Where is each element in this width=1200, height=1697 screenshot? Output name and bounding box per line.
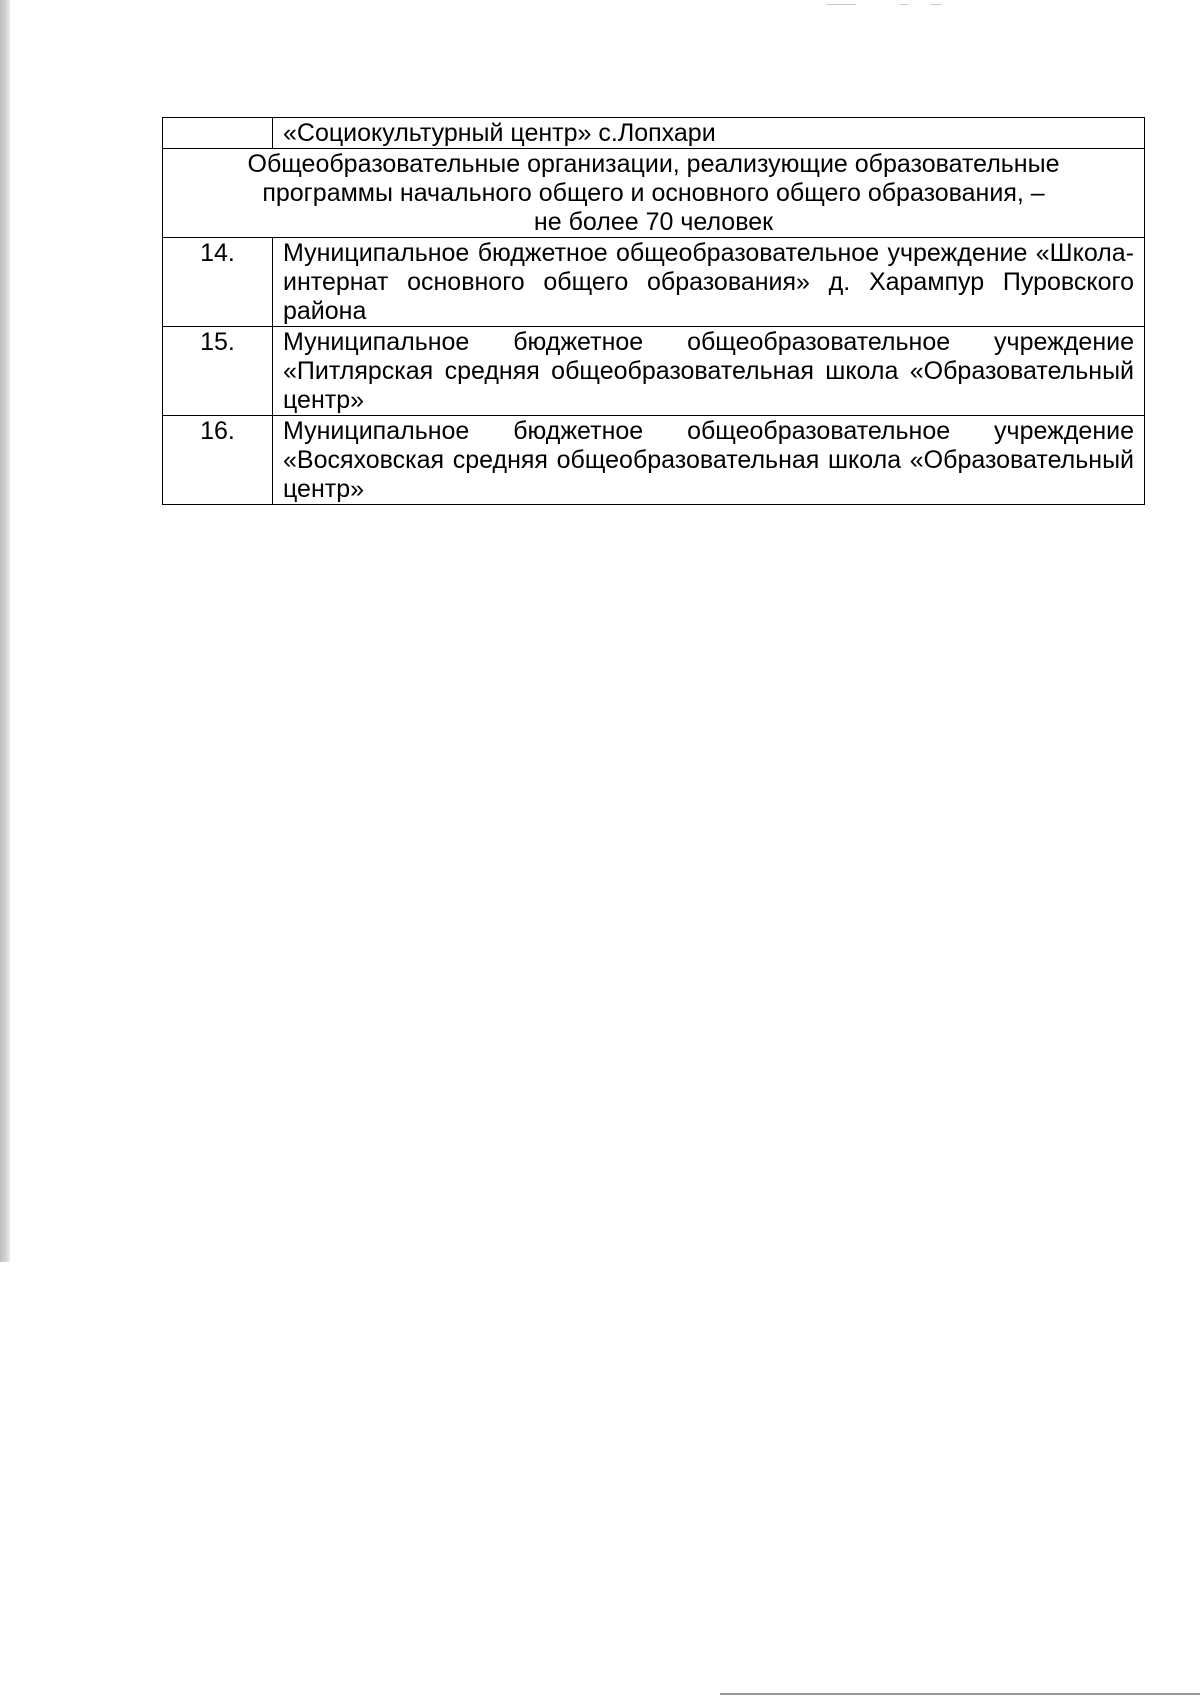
scan-mark-top: [900, 4, 908, 5]
scan-edge-left: [0, 0, 10, 1262]
section-header-line: Общеобразовательные организации, реализующие образовательные: [247, 150, 1060, 178]
table-row: [163, 238, 1145, 327]
section-header: [163, 149, 1145, 238]
organization-name: Муниципальное бюджетное общеобразовательное учреждение «Питлярская средняя общеобразовательная школа «Образовательный центр»: [273, 327, 1145, 416]
section-header-line: программы начального общего и основного общего образования, –: [262, 179, 1045, 207]
scan-mark-top: [930, 4, 942, 5]
row-number: 16.: [163, 416, 273, 505]
row-number: [163, 118, 273, 149]
organization-name: «Социокультурный центр» с.Лопхари: [273, 118, 1145, 149]
scan-mark-top: [826, 4, 856, 5]
table-row: [163, 416, 1145, 505]
row-number: 15.: [163, 327, 273, 416]
scan-line-bottom: [720, 1693, 1200, 1695]
organization-name: Муниципальное бюджетное общеобразовательное учреждение «Восяховская средняя общеобразовательная школа «Образовательный центр»: [273, 416, 1145, 505]
organization-name: Муниципальное бюджетное общеобразовательное учреждение «Школа-интернат основного общего образования» д. Харампур Пуровского района: [273, 238, 1145, 327]
section-header-line: не более 70 человек: [533, 208, 774, 236]
row-number: 14.: [163, 238, 273, 327]
table-row: [163, 118, 1145, 149]
table-row: [163, 327, 1145, 416]
section-header-row: [163, 149, 1145, 238]
organizations-table: [162, 117, 1145, 505]
